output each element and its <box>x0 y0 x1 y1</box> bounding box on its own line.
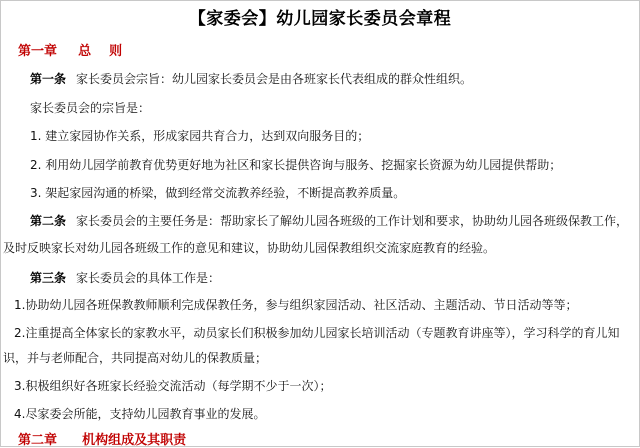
task-item-3: 3.积极组织好各班家长经验交流活动（每学期不少于一次）； <box>14 379 332 393</box>
document-title: 【家委会】幼儿园家长委员会章程 <box>188 9 452 29</box>
chapter-1-heading <box>18 40 122 59</box>
chapter-1-label: 第一章 <box>18 44 58 59</box>
article-1-label: 第一条 <box>30 72 67 86</box>
task-item-2-line2: 识，并与老师配合，共同提高对幼儿的保教质量； <box>3 351 268 365</box>
task-item-1: 1.协助幼儿园各班保教教师顺利完成保教任务，参与组织家园活动、社区活动、主题活动、节日活动等等； <box>14 298 578 312</box>
task-item-2-line1: 2.注重提高全体家长的家教水平，动员家长们积极参加幼儿园家长培训活动（专题教育讲座等），学习科学的育儿知 <box>14 326 620 340</box>
article-3-label: 第三条 <box>30 271 67 285</box>
purpose-heading: 家长委员会的宗旨是： <box>30 101 151 115</box>
article-2-text-line1: 家长委员会的主要任务是：帮助家长了解幼儿园各班级的工作计划和要求，协助幼儿园各班级保教工作， <box>76 214 629 228</box>
chapter-1-name: 总 则 <box>78 44 123 59</box>
article-3-text: 家长委员会的具体工作是： <box>76 271 221 285</box>
article-1-text: 家长委员会宗旨：幼儿园家长委员会是由各班家长代表组成的群众性组织。 <box>76 72 473 86</box>
article-2 <box>30 212 628 229</box>
article-3 <box>30 269 220 286</box>
purpose-item: 1. 建立家园协作关系，形成家园共育合力，达到双向服务目的； <box>30 129 370 143</box>
task-item-4: 4.尽家委会所能，支持幼儿园教育事业的发展。 <box>14 407 266 421</box>
article-2-text-line2: 及时反映家长对幼儿园各班级工作的意见和建议，协助幼儿园保教组织交流家庭教育的经验。 <box>3 241 496 255</box>
chapter-2-label: 第二章 <box>18 433 58 448</box>
chapter-2-heading <box>18 429 186 448</box>
article-1 <box>30 70 472 87</box>
purpose-item: 3. 架起家园沟通的桥梁，做到经常交流教养经验，不断提高教养质量。 <box>30 186 406 200</box>
purpose-item: 2. 利用幼儿园学前教育优势更好地为社区和家长提供咨询与服务、挖掘家长资源为幼儿园提供帮助； <box>30 158 562 172</box>
article-2-label: 第二条 <box>30 214 67 228</box>
chapter-2-name: 机构组成及其职责 <box>82 433 187 448</box>
